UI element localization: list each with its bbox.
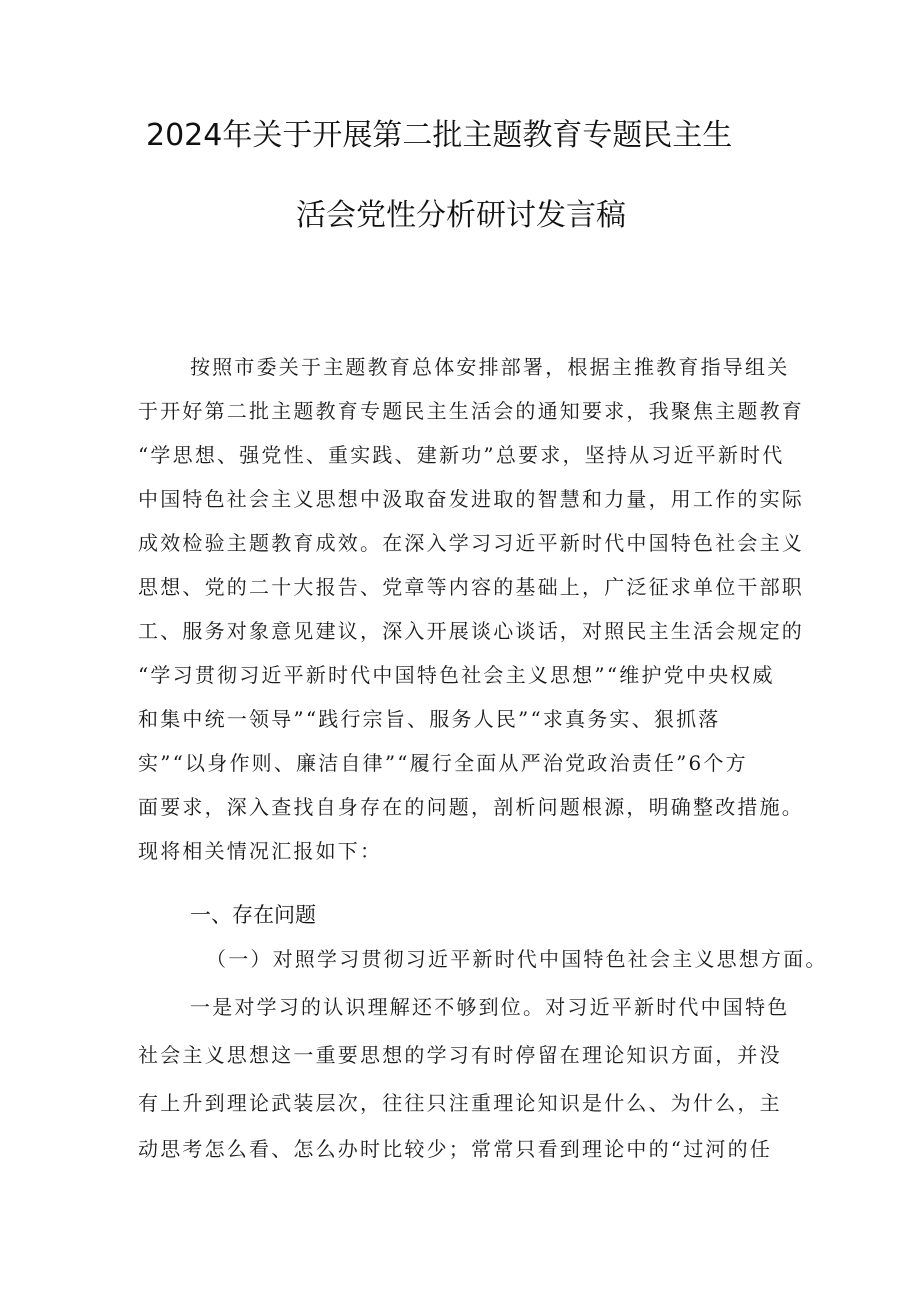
paragraph-2-line-2: 社会主义思想这一重要思想的学习有时停留在理论知识方面，并没: [138, 1043, 782, 1067]
document-title-line-1: 2024年关于开展第二批主题教育专题民主生: [146, 118, 733, 153]
paragraph-1-line-10: 实”“以身作则、廉洁自律”“履行全面从严治党政治责任”6个方: [138, 751, 748, 775]
paragraph-1-line-4: 中国特色社会主义思想中汲取奋发进取的智慧和力量，用工作的实际: [138, 487, 804, 511]
paragraph-2-line-1: 一是对学习的认识理解还不够到位。对习近平新时代中国特色: [190, 995, 790, 1019]
paragraph-1-line-1: 按照市委关于主题教育总体安排部署，根据主推教育指导组关: [190, 355, 790, 379]
document-title-line-2: 活会党性分析研讨发言稿: [296, 198, 626, 233]
paragraph-1-line-3: “学思想、强党性、重实践、建新功”总要求，坚持从习近平新时代: [138, 443, 785, 467]
paragraph-2-line-4: 动思考怎么看、怎么办时比较少；常常只看到理论中的“过河的任: [138, 1137, 773, 1161]
paragraph-1-line-11: 面要求，深入查找自身存在的问题，剖析问题根源，明确整改措施。: [138, 795, 804, 819]
paragraph-1-line-7: 工、服务对象意见建议，深入开展谈心谈话，对照民主生活会规定的: [138, 619, 804, 643]
paragraph-1-line-9: 和集中统一领导”“践行宗旨、服务人民”“求真务实、狠抓落: [138, 707, 721, 731]
paragraph-1-line-12: 现将相关情况汇报如下：: [138, 839, 383, 863]
paragraph-1-line-6: 思想、党的二十大报告、党章等内容的基础上，广泛征求单位干部职: [138, 575, 804, 599]
paragraph-2-line-3: 有上升到理论武装层次，往往只注重理论知识是什么、为什么，主: [138, 1091, 782, 1115]
paragraph-1-line-5: 成效检验主题教育成效。在深入学习习近平新时代中国特色社会主义: [138, 531, 804, 555]
paragraph-1-line-8: “学习贯彻习近平新时代中国特色社会主义思想”“维护党中央权威: [138, 663, 775, 687]
section-heading-1: 一、存在问题: [190, 903, 316, 927]
paragraph-1-line-2: 于开好第二批主题教育专题民主生活会的通知要求，我聚焦主题教育: [138, 399, 804, 423]
subsection-heading-1: （一）对照学习贯彻习近平新时代中国特色社会主义思想方面。: [206, 947, 828, 971]
